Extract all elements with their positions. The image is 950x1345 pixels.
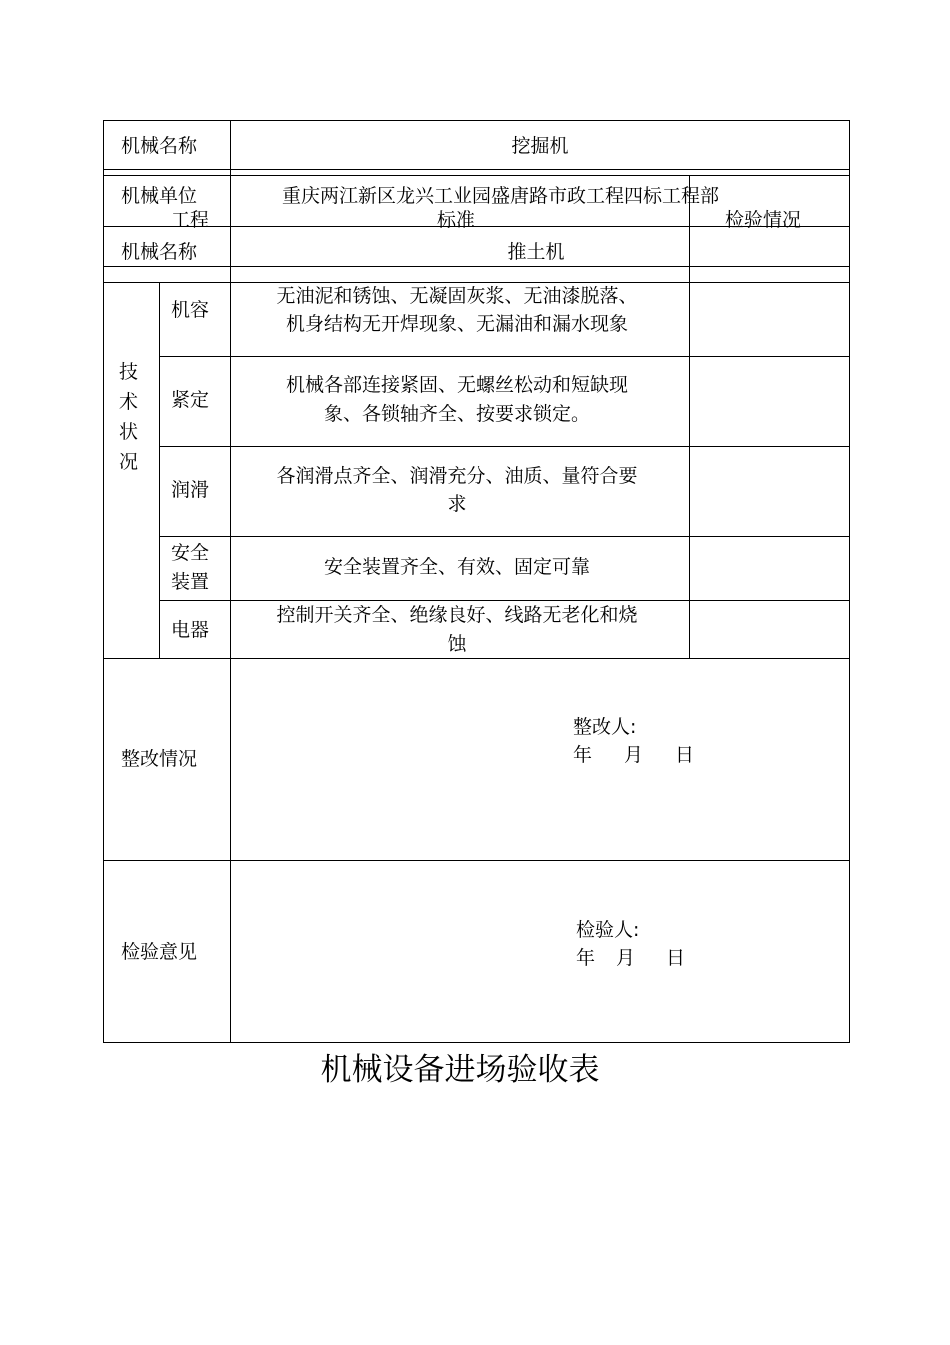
rectification-day: 日: [675, 744, 695, 766]
item-header: 工程: [171, 209, 210, 231]
item-standard-line: 机械各部连接紧固、无螺丝松动和短缺现: [285, 374, 628, 396]
item-name: 装置: [171, 571, 210, 593]
row-divider: [103, 860, 850, 861]
row-divider: [103, 658, 850, 659]
item-name: 紧定: [171, 389, 210, 411]
item-standard-line: 蚀: [447, 633, 467, 655]
rectification-label: 整改情况: [121, 748, 198, 770]
form-caption: 机械设备进场验收表: [320, 1052, 600, 1088]
item-standard-line: 控制开关齐全、绝缘良好、线路无老化和烧: [276, 604, 638, 626]
item-standard-line: 无油泥和锈蚀、无凝固灰浆、无油漆脱落、: [276, 285, 638, 307]
rectification-person: 整改人:: [573, 716, 637, 738]
machine-name-value: 挖掘机: [511, 135, 569, 157]
table-border-right: [849, 120, 850, 1043]
item-name: 润滑: [171, 479, 210, 501]
opinion-label: 检验意见: [121, 941, 198, 963]
machine-name-value-2: 推土机: [507, 241, 565, 263]
result-header: 检验情况: [725, 209, 802, 231]
opinion-day: 日: [666, 947, 686, 969]
tech-condition-label-char: 况: [119, 451, 139, 473]
table-border-bottom: [103, 1042, 850, 1043]
tech-condition-label-char: 术: [119, 391, 139, 413]
rectification-month: 月: [624, 744, 644, 766]
item-standard-line: 各润滑点齐全、润滑充分、油质、量符合要: [276, 465, 638, 487]
item-name: 安全: [171, 542, 210, 564]
tech-condition-label-char: 状: [119, 421, 139, 443]
standard-header: 标准: [437, 209, 476, 231]
row-divider: [103, 266, 850, 267]
item-standard-line: 机身结构无开焊现象、无漏油和漏水现象: [285, 313, 628, 335]
tech-condition-label-char: 技: [119, 361, 139, 383]
opinion-year: 年: [576, 947, 596, 969]
row-divider: [103, 175, 850, 176]
machine-name-label-2: 机械名称: [121, 241, 198, 263]
opinion-month: 月: [616, 947, 636, 969]
machine-unit-label: 机械单位: [121, 185, 198, 207]
item-standard-line: 安全装置齐全、有效、固定可靠: [323, 556, 590, 578]
rectification-year: 年: [573, 744, 593, 766]
inspector-person: 检验人:: [576, 919, 640, 941]
row-divider: [159, 536, 850, 537]
item-standard-line: 象、各锁轴齐全、按要求锁定。: [323, 403, 590, 425]
item-standard-line: 求: [447, 493, 467, 515]
table-border-left: [103, 120, 104, 1043]
table-border-top: [103, 120, 850, 121]
item-name: 机容: [171, 299, 210, 321]
row-divider: [159, 356, 850, 357]
row-divider: [159, 446, 850, 447]
item-name: 电器: [171, 619, 210, 641]
column-divider: [159, 282, 160, 658]
machine-name-label: 机械名称: [121, 135, 198, 157]
row-divider: [103, 169, 850, 170]
machine-unit-value: 重庆两江新区龙兴工业园盛唐路市政工程四标工程部: [282, 185, 720, 207]
